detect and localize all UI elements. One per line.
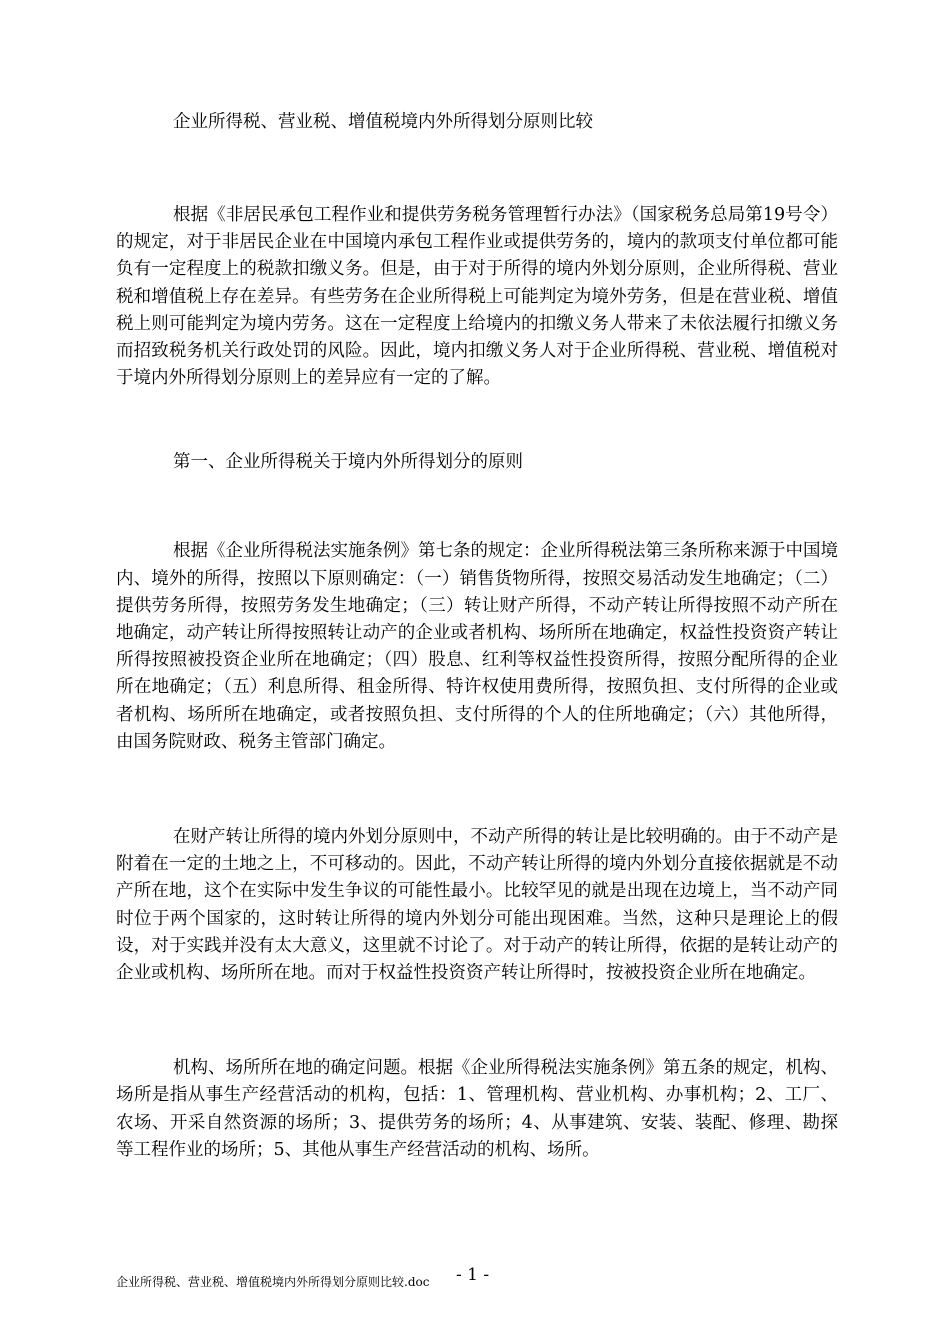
section-paragraph: 机构、场所所在地的确定问题。根据《企业所得税法实施条例》第五条的规定，机构、场所是指从事生产经营活动的机构，包括：1、管理机构、营业机构、办事机构；2、工厂、农场、开采自然资源的场所；3、提供劳务的场所；4、从事建筑、安装、装配、修理、勘探等工程作业的场所；5、其他从事生产经营活动的机构、场所。 <box>116 1058 838 1160</box>
document-title: 企业所得税、营业税、增值税境内外所得划分原则比较 <box>173 112 593 132</box>
document-body <box>116 108 838 1164</box>
page-footer <box>116 1265 838 1294</box>
page-number: - 1 - <box>456 1265 490 1285</box>
section-heading: 第一、企业所得税关于境内外所得划分的原则 <box>173 452 523 473</box>
section-paragraph: 在财产转让所得的境内外划分原则中，不动产所得的转让是比较明确的。由于不动产是附着在一定的土地之上，不可移动的。因此，不动产转让所得的境内外划分直接依据就是不动产所在地，这个在实际中发生争议的可能性最小。比较罕见的就是出现在边境上，当不动产同时位于两个国家的，这时转让所得的境内外划分可能出现困难。当然，这种只是理论上的假设，对于实践并没有太大意义，这里就不讨论了。对于动产的转让所得，依据的是转让动产的企业或机构、场所所在地。而对于权益性投资资产转让所得时，按被投资企业所在地确定。 <box>116 827 838 984</box>
section-paragraph: 根据《企业所得税法实施条例》第七条的规定：企业所得税法第三条所称来源于中国境内、境外的所得，按照以下原则确定：（一）销售货物所得，按照交易活动发生地确定；（二）提供劳务所得，按照劳务发生地确定；（三）转让财产所得，不动产转让所得按照不动产所在地确定，动产转让所得按照转让动产的企业或者机构、场所所在地确定，权益性投资资产转让所得按照被投资企业所在地确定；（四）股息、红利等权益性投资所得，按照分配所得的企业所在地确定；（五）利息所得、租金所得、特许权使用费所得，按照负担、支付所得的企业或者机构、场所所在地确定，或者按照负担、支付所得的个人的住所地确定；（六）其他所得，由国务院财政、税务主管部门确定。 <box>116 541 838 752</box>
footer-filename: 企业所得税、营业税、增值税境内外所得划分原则比较.doc <box>116 1275 430 1289</box>
intro-paragraph: 根据《非居民承包工程作业和提供劳务税务管理暂行办法》（国家税务总局第19号令）的规定，对于非居民企业在中国境内承包工程作业或提供劳务的，境内的款项支付单位都可能负有一定程度上的税款扣缴义务。但是，由于对于所得的境内外划分原则，企业所得税、营业税和增值税上存在差异。有些劳务在企业所得税上可能判定为境外劳务，但是在营业税、增值税上则可能判定为境内劳务。这在一定程度上给境内的扣缴义务人带来了未依法履行扣缴义务而招致税务机关行政处罚的风险。因此，境内扣缴义务人对于企业所得税、营业税、增值税对于境内外所得划分原则上的差异应有一定的了解。 <box>116 205 838 389</box>
